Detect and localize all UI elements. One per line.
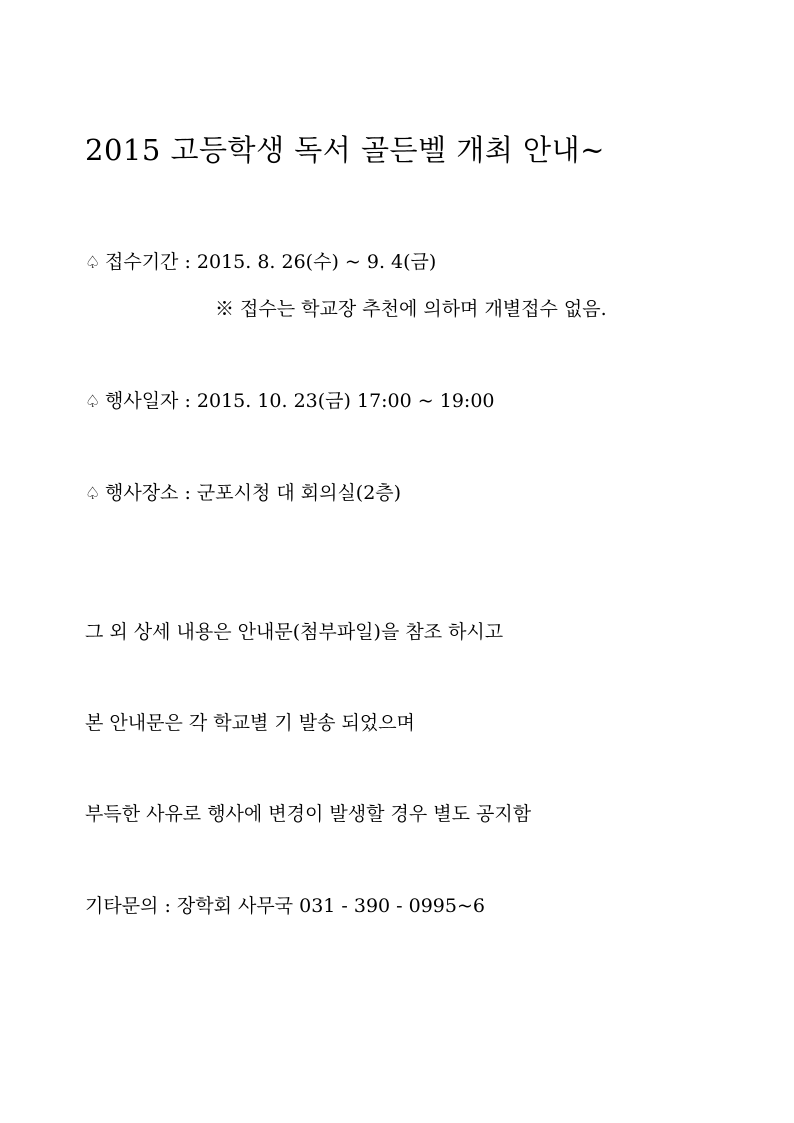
venue-text: 행사장소 : 군포시청 대 회의실(2층) [105,482,402,504]
spade-bullet-icon: ♤ [85,392,101,412]
distribution-paragraph: 본 안내문은 각 학교별 기 발송 되었으며 [85,712,415,734]
spade-bullet-icon: ♤ [85,253,101,273]
event-date-text: 행사일자 : 2015. 10. 23(금) 17:00 ~ 19:00 [105,390,495,412]
receipt-period-text: 접수기간 : 2015. 8. 26(수) ~ 9. 4(금) [105,251,437,273]
contact-line: 기타문의 : 장학회 사무국 031 - 390 - 0995~6 [85,895,485,917]
receipt-period-line [85,250,436,275]
details-paragraph: 그 외 상세 내용은 안내문(첨부파일)을 참조 하시고 [85,621,504,643]
receipt-note: ※ 접수는 학교장 추천에 의하며 개별접수 없음. [215,298,607,320]
event-date-line [85,389,495,414]
change-notice-paragraph: 부득한 사유로 행사에 변경이 발생할 경우 별도 공지함 [85,803,532,825]
document-title: 2015 고등학생 독서 골든벨 개최 안내~ [85,133,605,167]
venue-line [85,481,401,506]
spade-bullet-icon: ♤ [85,484,101,504]
